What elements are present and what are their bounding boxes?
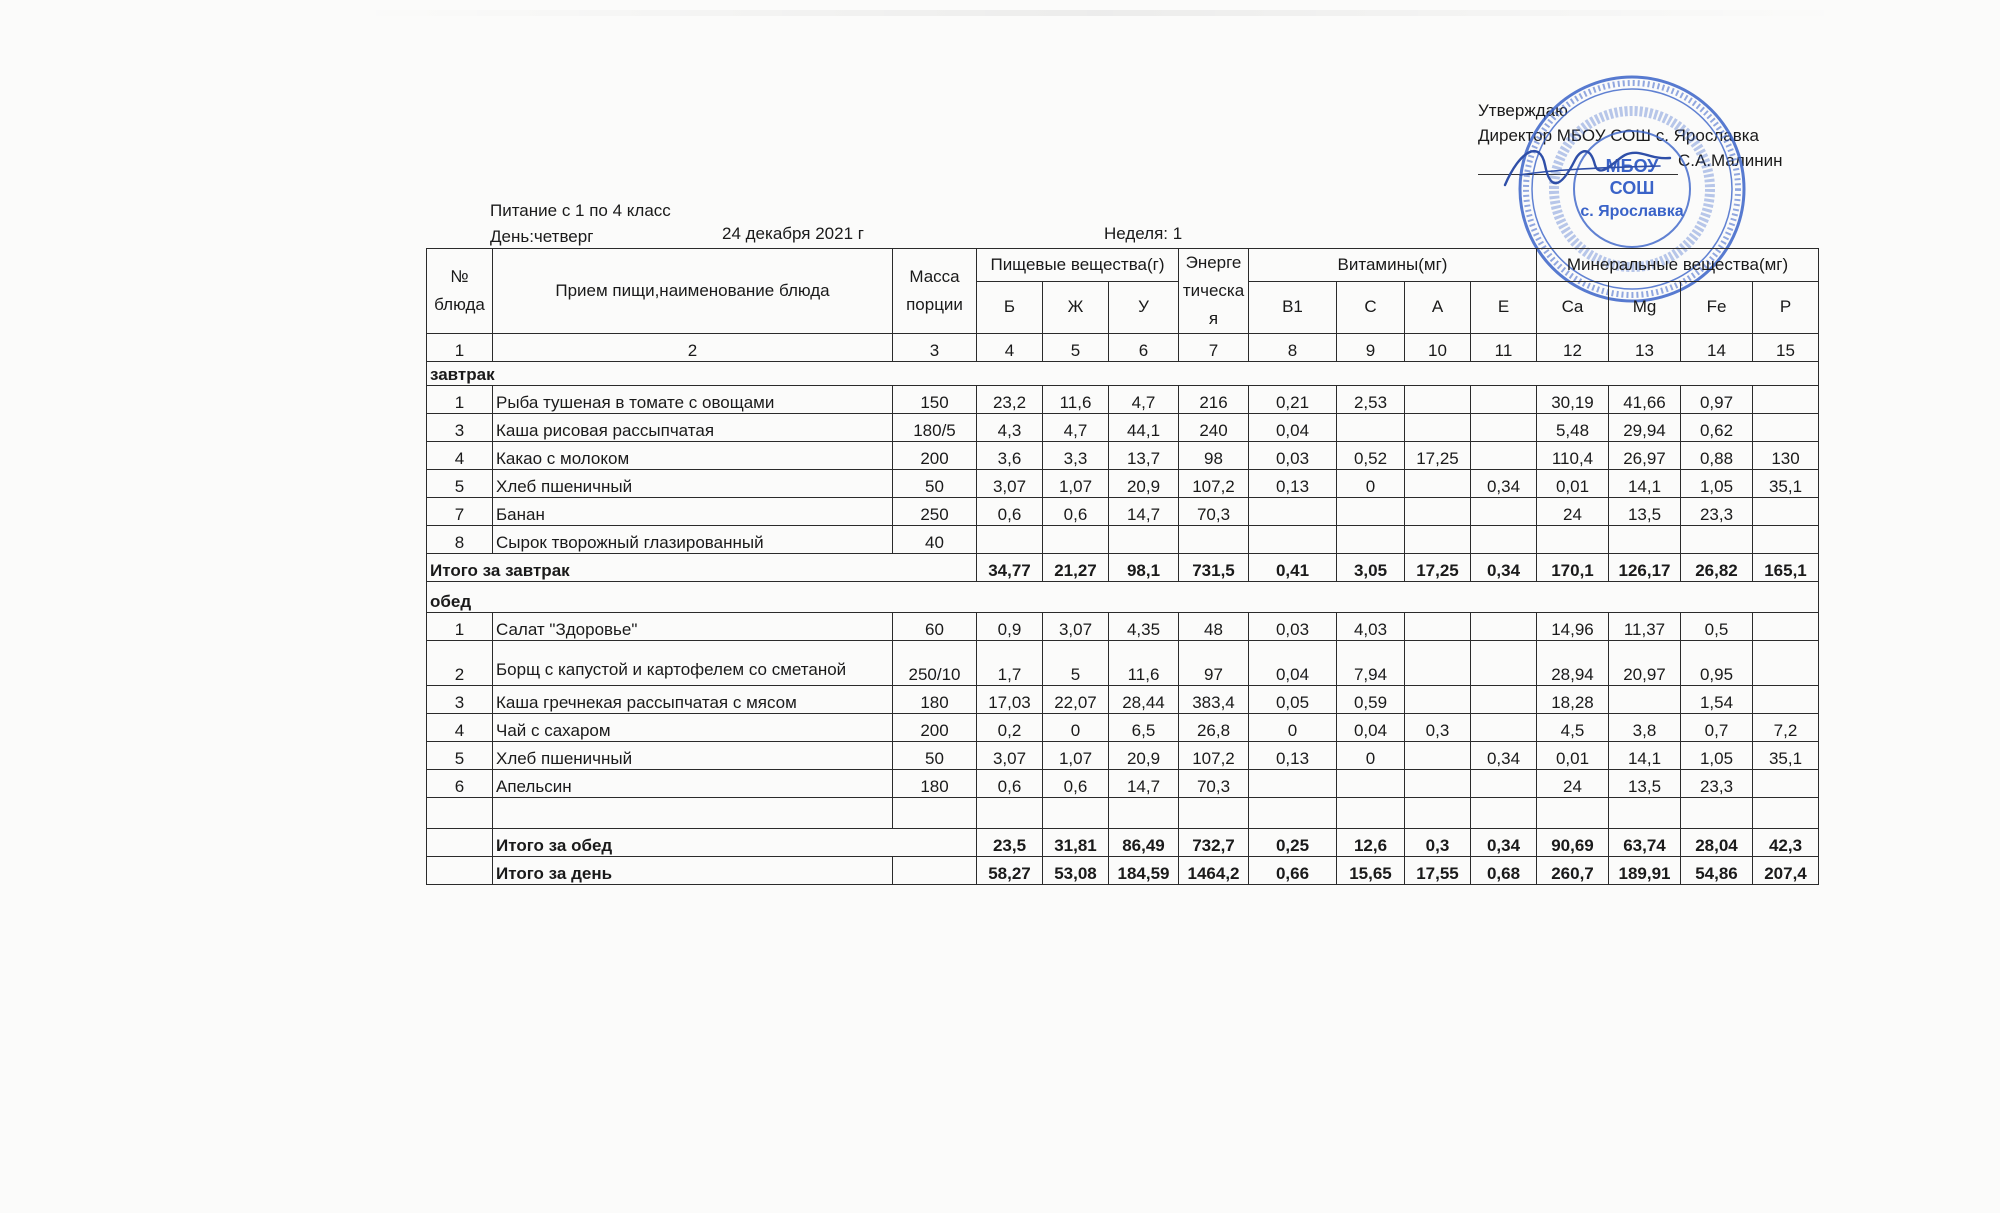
value-cell: 5,48 <box>1537 414 1609 442</box>
dish-name-cell: Сырок творожный глазированный <box>493 526 893 554</box>
value-cell: 24 <box>1537 770 1609 798</box>
lunch-section-row <box>427 582 1819 613</box>
col-header-fe: Fe <box>1681 281 1753 333</box>
value-cell <box>1609 526 1681 554</box>
total-cell: 0,3 <box>1405 829 1471 857</box>
col-header-p: P <box>1753 281 1819 333</box>
total-cell: 170,1 <box>1537 554 1609 582</box>
value-cell <box>1753 526 1819 554</box>
table-row <box>427 641 1819 686</box>
value-cell: 4,35 <box>1109 613 1179 641</box>
col-header-e: E <box>1471 281 1537 333</box>
value-cell: 4,3 <box>977 414 1043 442</box>
value-cell: 250 <box>893 498 977 526</box>
value-cell <box>1753 386 1819 414</box>
total-cell: 54,86 <box>1681 857 1753 885</box>
value-cell: 0,21 <box>1249 386 1337 414</box>
value-cell: 3,07 <box>977 742 1043 770</box>
total-cell: 126,17 <box>1609 554 1681 582</box>
value-cell <box>1043 526 1109 554</box>
table-row <box>427 526 1819 554</box>
total-cell: 42,3 <box>1753 829 1819 857</box>
value-cell: 2,53 <box>1337 386 1405 414</box>
dish-number-cell: 1 <box>427 613 493 641</box>
value-cell: 22,07 <box>1043 686 1109 714</box>
director-name: С.А.Малинин <box>1678 151 1783 170</box>
dish-number-cell: 7 <box>427 498 493 526</box>
value-cell: 7,94 <box>1337 641 1405 686</box>
col-header-ca: Ca <box>1537 281 1609 333</box>
value-cell: 0,59 <box>1337 686 1405 714</box>
dish-name-cell: Каша рисовая рассыпчатая <box>493 414 893 442</box>
total-cell: 23,5 <box>977 829 1043 857</box>
value-cell: 0,13 <box>1249 742 1337 770</box>
dish-name-cell: Какао с молоком <box>493 442 893 470</box>
value-cell: 26,97 <box>1609 442 1681 470</box>
col-header-a: A <box>1405 281 1471 333</box>
col-header-fat: Ж <box>1043 281 1109 333</box>
table-row <box>427 742 1819 770</box>
value-cell: 180/5 <box>893 414 977 442</box>
total-cell: 86,49 <box>1109 829 1179 857</box>
day-label: День:четверг <box>490 227 594 246</box>
total-cell: 3,05 <box>1337 554 1405 582</box>
total-cell: 58,27 <box>977 857 1043 885</box>
value-cell: 28,94 <box>1537 641 1609 686</box>
value-cell: 70,3 <box>1179 770 1249 798</box>
value-cell: 60 <box>893 613 977 641</box>
index-cell: 8 <box>1249 334 1337 362</box>
value-cell <box>1249 770 1337 798</box>
total-cell: 732,7 <box>1179 829 1249 857</box>
value-cell: 17,03 <box>977 686 1043 714</box>
value-cell <box>1405 742 1471 770</box>
value-cell: 20,9 <box>1109 742 1179 770</box>
value-cell <box>1753 686 1819 714</box>
value-cell <box>1405 613 1471 641</box>
value-cell <box>1405 498 1471 526</box>
value-cell <box>1337 770 1405 798</box>
table-row <box>427 470 1819 498</box>
value-cell: 13,5 <box>1609 770 1681 798</box>
value-cell: 0,13 <box>1249 470 1337 498</box>
value-cell <box>1753 414 1819 442</box>
total-cell: 15,65 <box>1337 857 1405 885</box>
value-cell: 20,97 <box>1609 641 1681 686</box>
value-cell: 250/10 <box>893 641 977 686</box>
value-cell: 40 <box>893 526 977 554</box>
total-cell: 63,74 <box>1609 829 1681 857</box>
dish-number-cell: 4 <box>427 442 493 470</box>
value-cell: 13,5 <box>1609 498 1681 526</box>
value-cell: 216 <box>1179 386 1249 414</box>
total-cell: 26,82 <box>1681 554 1753 582</box>
index-cell: 9 <box>1337 334 1405 362</box>
value-cell: 20,9 <box>1109 470 1179 498</box>
value-cell <box>1405 386 1471 414</box>
breakfast-rows <box>427 386 1819 554</box>
breakfast-total-row <box>427 554 1819 582</box>
value-cell: 0 <box>1249 714 1337 742</box>
value-cell: 0,04 <box>1337 714 1405 742</box>
dish-number-cell: 3 <box>427 414 493 442</box>
table-row <box>427 414 1819 442</box>
value-cell: 0,88 <box>1681 442 1753 470</box>
value-cell: 29,94 <box>1609 414 1681 442</box>
value-cell: 6,5 <box>1109 714 1179 742</box>
dish-number-cell: 2 <box>427 641 493 686</box>
value-cell: 3,8 <box>1609 714 1681 742</box>
table-row <box>427 770 1819 798</box>
total-cell: 34,77 <box>977 554 1043 582</box>
value-cell: 13,7 <box>1109 442 1179 470</box>
total-cell: 98,1 <box>1109 554 1179 582</box>
value-cell: 150 <box>893 386 977 414</box>
value-cell: 23,3 <box>1681 498 1753 526</box>
dish-number-cell: 6 <box>427 770 493 798</box>
index-cell: 2 <box>493 334 893 362</box>
index-cell: 7 <box>1179 334 1249 362</box>
date-label: 24 декабря 2021 г <box>722 224 864 243</box>
total-label: Итого за обед <box>493 829 977 857</box>
total-cell: 0,34 <box>1471 554 1537 582</box>
value-cell: 0,7 <box>1681 714 1753 742</box>
value-cell: 23,2 <box>977 386 1043 414</box>
dish-name-cell: Борщ с капустой и картофелем со сметаной <box>493 641 893 686</box>
value-cell: 5 <box>1043 641 1109 686</box>
value-cell: 3,3 <box>1043 442 1109 470</box>
value-cell: 35,1 <box>1753 470 1819 498</box>
total-cell: 12,6 <box>1337 829 1405 857</box>
value-cell: 0,6 <box>1043 770 1109 798</box>
total-cell: 184,59 <box>1109 857 1179 885</box>
menu-table <box>426 248 1819 885</box>
header-row-1 <box>427 249 1819 282</box>
value-cell <box>977 526 1043 554</box>
breakfast-section-row <box>427 362 1819 386</box>
table-row <box>427 714 1819 742</box>
value-cell <box>1405 526 1471 554</box>
value-cell <box>1471 641 1537 686</box>
value-cell: 11,6 <box>1043 386 1109 414</box>
lunch-total-row <box>427 829 1819 857</box>
value-cell <box>1337 526 1405 554</box>
value-cell <box>1405 414 1471 442</box>
col-header-energy: Энергетическая <box>1179 249 1249 334</box>
value-cell: 26,8 <box>1179 714 1249 742</box>
dish-number-cell: 8 <box>427 526 493 554</box>
value-cell <box>1681 526 1753 554</box>
value-cell: 1,07 <box>1043 742 1109 770</box>
value-cell <box>1753 770 1819 798</box>
total-cell: 31,81 <box>1043 829 1109 857</box>
index-cell: 13 <box>1609 334 1681 362</box>
dish-number-cell: 5 <box>427 742 493 770</box>
value-cell: 50 <box>893 742 977 770</box>
value-cell: 0,2 <box>977 714 1043 742</box>
total-cell: 0,66 <box>1249 857 1337 885</box>
dish-name-cell: Банан <box>493 498 893 526</box>
value-cell: 0,52 <box>1337 442 1405 470</box>
value-cell: 0 <box>1337 742 1405 770</box>
value-cell: 3,07 <box>1043 613 1109 641</box>
total-cell: 189,91 <box>1609 857 1681 885</box>
value-cell <box>1753 498 1819 526</box>
dish-number-cell: 1 <box>427 386 493 414</box>
value-cell: 383,4 <box>1179 686 1249 714</box>
index-cell: 12 <box>1537 334 1609 362</box>
value-cell: 0,9 <box>977 613 1043 641</box>
dish-name-cell: Хлеб пшеничный <box>493 470 893 498</box>
approval-position: Директор МБОУ СОШ с. Ярославка <box>1478 126 1760 145</box>
value-cell: 180 <box>893 770 977 798</box>
value-cell: 14,1 <box>1609 742 1681 770</box>
col-header-mass: Масса порции <box>893 249 977 334</box>
dish-number-cell: 3 <box>427 686 493 714</box>
value-cell: 0,5 <box>1681 613 1753 641</box>
value-cell <box>1471 613 1537 641</box>
total-label: Итого за завтрак <box>427 554 977 582</box>
value-cell: 14,7 <box>1109 770 1179 798</box>
week-label: Неделя: 1 <box>1104 224 1183 243</box>
value-cell: 0,03 <box>1249 613 1337 641</box>
dish-name-cell: Рыба тушеная в томате с овощами <box>493 386 893 414</box>
index-cell: 5 <box>1043 334 1109 362</box>
total-cell: 28,04 <box>1681 829 1753 857</box>
index-cell: 4 <box>977 334 1043 362</box>
value-cell: 50 <box>893 470 977 498</box>
value-cell <box>1753 613 1819 641</box>
col-header-b1: B1 <box>1249 281 1337 333</box>
value-cell <box>1471 414 1537 442</box>
table-row <box>427 442 1819 470</box>
index-cell: 1 <box>427 334 493 362</box>
value-cell <box>1405 770 1471 798</box>
col-header-num: № блюда <box>427 249 493 334</box>
index-cell: 3 <box>893 334 977 362</box>
col-header-name: Прием пищи,наименование блюда <box>493 249 893 334</box>
dish-name-cell: Чай с сахаром <box>493 714 893 742</box>
value-cell: 23,3 <box>1681 770 1753 798</box>
value-cell <box>1249 526 1337 554</box>
total-cell: 90,69 <box>1537 829 1609 857</box>
table-row <box>427 613 1819 641</box>
value-cell: 107,2 <box>1179 470 1249 498</box>
value-cell: 130 <box>1753 442 1819 470</box>
value-cell: 0,6 <box>977 498 1043 526</box>
index-cell: 11 <box>1471 334 1537 362</box>
dish-name-cell: Каша гречнекая рассыпчатая с мясом <box>493 686 893 714</box>
value-cell: 41,66 <box>1609 386 1681 414</box>
value-cell: 44,1 <box>1109 414 1179 442</box>
index-cell: 10 <box>1405 334 1471 362</box>
document-header <box>490 198 671 250</box>
value-cell: 4,7 <box>1109 386 1179 414</box>
value-cell: 1,7 <box>977 641 1043 686</box>
stamp-text-2: СОШ <box>1609 178 1655 198</box>
lunch-rows <box>427 613 1819 798</box>
value-cell <box>1109 526 1179 554</box>
col-header-protein: Б <box>977 281 1043 333</box>
dish-number-cell: 4 <box>427 714 493 742</box>
stamp-text-3: с. Ярославка <box>1580 203 1684 220</box>
value-cell: 4,03 <box>1337 613 1405 641</box>
value-cell: 0,04 <box>1249 414 1337 442</box>
value-cell: 0,6 <box>1043 498 1109 526</box>
value-cell: 18,28 <box>1537 686 1609 714</box>
value-cell: 30,19 <box>1537 386 1609 414</box>
value-cell: 0,05 <box>1249 686 1337 714</box>
value-cell: 180 <box>893 686 977 714</box>
index-cell: 14 <box>1681 334 1753 362</box>
value-cell: 24 <box>1537 498 1609 526</box>
approval-title: Утверждаю <box>1478 101 1568 120</box>
total-cell: 53,08 <box>1043 857 1109 885</box>
day-total-row <box>427 857 1819 885</box>
value-cell <box>1405 470 1471 498</box>
value-cell: 200 <box>893 442 977 470</box>
col-header-minerals: Минеральные вещества(мг) <box>1537 249 1819 282</box>
value-cell <box>1471 526 1537 554</box>
value-cell: 200 <box>893 714 977 742</box>
table-row <box>427 686 1819 714</box>
col-header-nutrients: Пищевые вещества(г) <box>977 249 1179 282</box>
value-cell: 97 <box>1179 641 1249 686</box>
value-cell: 98 <box>1179 442 1249 470</box>
total-cell: 0,34 <box>1471 829 1537 857</box>
value-cell: 1,05 <box>1681 470 1753 498</box>
value-cell <box>1609 686 1681 714</box>
value-cell: 11,37 <box>1609 613 1681 641</box>
index-cell: 15 <box>1753 334 1819 362</box>
index-cell: 6 <box>1109 334 1179 362</box>
column-index-row <box>427 334 1819 362</box>
value-cell: 14,1 <box>1609 470 1681 498</box>
value-cell: 0,3 <box>1405 714 1471 742</box>
value-cell: 4,5 <box>1537 714 1609 742</box>
dish-name-cell: Апельсин <box>493 770 893 798</box>
total-cell: 0,41 <box>1249 554 1337 582</box>
value-cell: 0,01 <box>1537 470 1609 498</box>
value-cell <box>1537 526 1609 554</box>
total-cell: 165,1 <box>1753 554 1819 582</box>
stamp-text-1: МБОУ <box>1605 156 1659 176</box>
total-cell: 207,4 <box>1753 857 1819 885</box>
value-cell: 0,03 <box>1249 442 1337 470</box>
value-cell: 35,1 <box>1753 742 1819 770</box>
value-cell: 0,62 <box>1681 414 1753 442</box>
value-cell: 1,07 <box>1043 470 1109 498</box>
total-cell: 0,68 <box>1471 857 1537 885</box>
value-cell: 0,34 <box>1471 470 1537 498</box>
value-cell <box>1179 526 1249 554</box>
value-cell <box>1249 498 1337 526</box>
value-cell <box>1337 414 1405 442</box>
col-header-c: C <box>1337 281 1405 333</box>
lunch-section-title: обед <box>427 582 1819 613</box>
dish-number-cell: 5 <box>427 470 493 498</box>
value-cell <box>1337 498 1405 526</box>
value-cell: 110,4 <box>1537 442 1609 470</box>
total-cell: 0,25 <box>1249 829 1337 857</box>
total-label: Итого за день <box>493 857 893 885</box>
empty-row <box>427 798 1819 829</box>
value-cell <box>1471 686 1537 714</box>
table-row <box>427 498 1819 526</box>
value-cell: 0,01 <box>1537 742 1609 770</box>
value-cell: 0 <box>1043 714 1109 742</box>
table-row <box>427 386 1819 414</box>
value-cell <box>1471 714 1537 742</box>
value-cell: 48 <box>1179 613 1249 641</box>
col-header-carbs: У <box>1109 281 1179 333</box>
value-cell: 3,6 <box>977 442 1043 470</box>
total-cell: 17,25 <box>1405 554 1471 582</box>
value-cell: 0,34 <box>1471 742 1537 770</box>
col-header-mg: Mg <box>1609 281 1681 333</box>
handwritten-signature <box>1500 130 1680 200</box>
total-cell: 260,7 <box>1537 857 1609 885</box>
total-cell: 731,5 <box>1179 554 1249 582</box>
value-cell <box>1405 641 1471 686</box>
dish-name-cell: Хлеб пшеничный <box>493 742 893 770</box>
value-cell <box>1471 498 1537 526</box>
breakfast-section-title: завтрак <box>427 362 1819 386</box>
value-cell: 1,54 <box>1681 686 1753 714</box>
value-cell: 14,7 <box>1109 498 1179 526</box>
value-cell: 0,6 <box>977 770 1043 798</box>
dish-name-cell: Салат "Здоровье" <box>493 613 893 641</box>
value-cell: 0,04 <box>1249 641 1337 686</box>
value-cell: 28,44 <box>1109 686 1179 714</box>
col-header-vitamins: Витамины(мг) <box>1249 249 1537 282</box>
value-cell <box>1471 386 1537 414</box>
class-range: Питание с 1 по 4 класс <box>490 201 671 220</box>
value-cell: 0 <box>1337 470 1405 498</box>
value-cell: 11,6 <box>1109 641 1179 686</box>
total-cell: 21,27 <box>1043 554 1109 582</box>
value-cell: 107,2 <box>1179 742 1249 770</box>
value-cell <box>1753 641 1819 686</box>
value-cell: 70,3 <box>1179 498 1249 526</box>
value-cell: 7,2 <box>1753 714 1819 742</box>
total-cell: 1464,2 <box>1179 857 1249 885</box>
value-cell: 0,95 <box>1681 641 1753 686</box>
value-cell <box>1471 770 1537 798</box>
scan-edge-shadow <box>350 10 1850 16</box>
total-cell: 17,55 <box>1405 857 1471 885</box>
value-cell <box>1471 442 1537 470</box>
value-cell: 3,07 <box>977 470 1043 498</box>
value-cell: 0,97 <box>1681 386 1753 414</box>
value-cell: 240 <box>1179 414 1249 442</box>
value-cell: 14,96 <box>1537 613 1609 641</box>
value-cell: 17,25 <box>1405 442 1471 470</box>
value-cell: 4,7 <box>1043 414 1109 442</box>
value-cell <box>1405 686 1471 714</box>
value-cell: 1,05 <box>1681 742 1753 770</box>
